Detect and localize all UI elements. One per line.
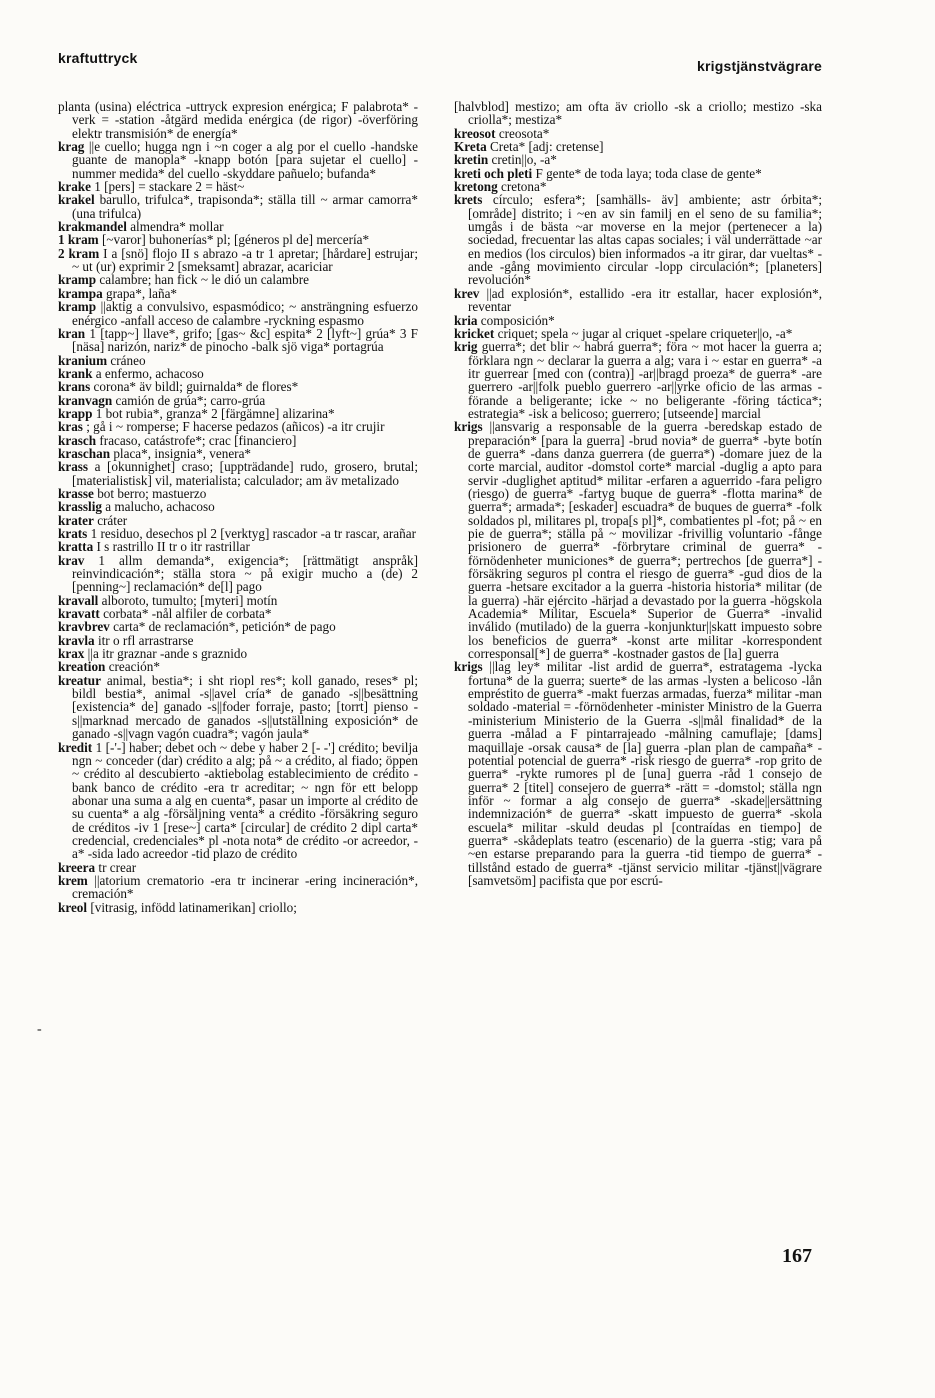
entry-headword: kretong: [454, 179, 498, 195]
entry-headword: krakmandel: [58, 219, 127, 235]
dictionary-entry: [58, 287, 418, 300]
entry-headword: kreation: [58, 659, 106, 675]
dictionary-entry: [58, 660, 418, 673]
entry-definition: creosota*: [498, 125, 550, 141]
dictionary-entry: [58, 460, 418, 487]
entry-definition: ||aktig a convulsivo, espasmódico; ~ ansträngning esfuerzo enérgico -anfall acceso de calambre -ryckning espasmo: [72, 299, 418, 328]
dictionary-entry: [454, 420, 822, 660]
entry-definition: fracaso, catástrofe*; crac [financiero]: [99, 432, 297, 448]
entry-definition: [halvblod] mestizo; am ofta äv criollo -sk a criollo; mestizo -ska criolla*; mestiza*: [454, 99, 822, 128]
entry-headword: kreera: [58, 859, 96, 875]
entry-definition: composición*: [480, 312, 555, 328]
dictionary-entry: [58, 394, 418, 407]
entry-definition: círculo; esfera*; [samhälls- äv] ambiente; astr órbita*; [område] distrito; i ~en av sin familj en el seno de su familia*; umgås i de bästa ~ar moverse en la mejor (pertenecer a la) sociedad, frecuentar las altas capas sociales; i väl underrättade ~ar en medios (los circulos) bien informados -a itr girar, dar vueltas* -ande -gång movimiento circular -lopp circulación*; [planeters] revolución*: [468, 192, 822, 288]
dictionary-entry: [454, 100, 822, 127]
entry-definition: F gente* de toda laya; toda clase de gente*: [535, 165, 762, 181]
dictionary-entry: [58, 327, 418, 354]
dictionary-entry: [58, 300, 418, 327]
entry-headword: kramp: [58, 272, 97, 288]
entry-definition: grapa*, laña*: [106, 285, 178, 301]
dictionary-entry: [58, 100, 418, 140]
entry-definition: a malucho, achacoso: [105, 499, 215, 515]
entry-headword: kravall: [58, 592, 99, 608]
dictionary-entry: [58, 674, 418, 741]
dictionary-column-left: [58, 100, 418, 914]
entry-definition: corbata* -nål alfiler de corbata*: [103, 606, 272, 622]
entry-headword: kricket: [454, 325, 495, 341]
entry-definition: ||lag ley* militar -list ardid de guerra*, estratagema -lycka fortuna* de la guerra; suerte* de las armas -lysten a belicoso -lån empréstito de guerra* -makt fuerzas armadas, fuerza* militar -man soldado -material = -förnödenheter -minister Ministro de la Guerra -ministerium Ministerio de la Guerra -s||mål finalidad* de la guerra -målad a F pintarrajeado -målning camuflaje; [dams] maquillaje -orsak causa* de [la] guerra -plan plan de campaña* -potential potencial de guerra* -risk riesgo de guerra* -rop grito de guerra* -rykte rumores pl de [una] guerra -råd 1 consejo de guerra* 2 [titel] consejero de guerra* -rätt = -domstol; ställa ngn inför ~ formar a alg consejo de guerra* -skade||ersättning indemnización* de guerra* -skatt impuesto de guerra* -skola escuela* militar -skuld deudas pl [contraídas en tiempo] de guerra* -skådeplats teatro (escenario) de la guerra -stig; vara på ~en estarse preparando para la guerra -tid tiempo de guerra* -tillstånd estado de guerra* -tjänst servicio militar -tjänst||vägrare [samvetsöm] pacifista que por escrú-: [468, 659, 822, 888]
entry-headword: kraschan: [58, 445, 111, 461]
entry-headword: kranium: [58, 352, 108, 368]
dictionary-entry: [58, 273, 418, 286]
dictionary-entry: [58, 594, 418, 607]
entry-definition: calambre; han fick ~ le dió un calambre: [99, 272, 310, 288]
dictionary-entry: [58, 247, 418, 274]
entry-definition: animal, bestia*; i sht riopl res*; koll ganado, reses* pl; bildl bestia*, animal -s||avel cría* de ganado -s||besättning [existencia* de] ganado -s||foder forraje, pasto; [torrt] pienso -s||marknad mercado de ganados -s||utställning exposición* de ganado -s||vagn vagón cuadra*; vagón jaula*: [72, 672, 418, 742]
entry-headword: krasch: [58, 432, 97, 448]
dictionary-entry: [58, 233, 418, 246]
entry-definition: cretona*: [501, 179, 547, 195]
dictionary-entry: [58, 180, 418, 193]
entry-definition: a enfermo, achacoso: [95, 365, 204, 381]
dictionary-entry: [454, 127, 822, 140]
entry-definition: 1 residuo, desechos pl 2 [verktyg] rascador -a tr rascar, arañar: [90, 526, 416, 541]
entry-definition: corona* äv bildl; guirnalda* de flores*: [93, 379, 299, 395]
entry-definition: itr o rfl arrastrarse: [97, 632, 194, 648]
dictionary-entry: [454, 340, 822, 420]
entry-definition: placa*, insignia*, venera*: [113, 445, 252, 461]
dictionary-entry: [58, 741, 418, 861]
dictionary-entry: [58, 500, 418, 513]
entry-definition: ||ansvarig a responsable de la guerra -beredskap estado de preparación* [para la guerra] -brud novia* de guerra* -byte botín de guerra* -dans danza guerrera (de guerra*) -domare juez de la corte marcial, auditor -domstol corte* marcial -duglig a apto para servir -duglighet aptitud* militar -erfaren a aguerrido -fara peligro (riesgo) de guerra* -fartyg buque de guerra* -flotta marina* de guerra*; armada*; [eskader] escuadra* de buques de guerra* -folk soldados pl, militares pl, tropa[s pl]*, combatientes pl -fot; på ~ en pie de guerra*; ställa på ~ movilizar -frivillig voluntario -fånge prisionero de guerra* -förbrytare criminal de guerra* -förnödenheter municiones* de guerra*; pertrechos [de guerra*] -försäkring seguros pl contra el riesgo de guerra* -gud dios de la guerra -hetsare excitador a la guerra -historia historia* militar (de la guerra) -här ejército -härjad a devastado por la guerra -högskola Academia* Militar, Escuela* Superior de Guerra* -invalid inválido (mutilado) de la guerra -konjunktur||skatt impuesto sobre los beneficios de guerra* -konst arte militar -korrespondent corresponsal[*] de guerra* -kostnader gastos de [la] guerra: [468, 419, 822, 662]
entry-definition: 1 [pers] = stackare 2 = häst~: [94, 179, 245, 195]
dictionary-entry: [454, 314, 822, 327]
entry-definition: almendra* mollar: [130, 219, 224, 235]
entry-headword: krem: [58, 872, 88, 888]
dictionary-entry: [58, 420, 418, 433]
dictionary-entry: [58, 354, 418, 367]
entry-definition: alboroto, tumulto; [myteri] motín: [101, 592, 278, 608]
margin-mark: -: [37, 1022, 42, 1037]
dictionary-entry: [58, 634, 418, 647]
entry-headword: kramp: [58, 299, 97, 315]
entry-headword: krasse: [58, 485, 94, 501]
dictionary-entry: [454, 180, 822, 193]
entry-headword: krag: [58, 139, 85, 155]
entry-definition: cráneo: [110, 352, 146, 368]
entry-headword: krig: [454, 339, 478, 355]
dictionary-entry: [454, 153, 822, 166]
dictionary-entry: [58, 380, 418, 393]
entry-headword: krater: [58, 512, 94, 528]
dictionary-entry: [58, 620, 418, 633]
entry-headword: krasslig: [58, 499, 102, 515]
entry-definition: ; gå i ~ romperse; F hacerse pedazos (añicos) -a itr crujir: [86, 419, 385, 435]
entry-definition: 1 bot rubia*, granza* 2 [färgämne] alizarina*: [95, 405, 335, 421]
dictionary-entry: [58, 527, 418, 540]
entry-definition: criquet; spela ~ jugar al criquet -spelare criqueter||o, -a*: [497, 325, 793, 341]
entry-headword: kravbrev: [58, 619, 110, 635]
entry-headword: krank: [58, 365, 93, 381]
dictionary-entry: [454, 287, 822, 314]
entry-headword: krax: [58, 646, 85, 662]
dictionary-entry: [58, 514, 418, 527]
entry-definition: creación*: [108, 659, 160, 675]
entry-definition: [vitrasig, infödd latinamerikan] criollo;: [90, 899, 297, 915]
entry-definition: barullo, trifulca*, trapisonda*; ställa till ~ armar camorra* (una trifulca): [72, 192, 419, 221]
entry-headword: kria: [454, 312, 478, 328]
dictionary-entry: [58, 193, 418, 220]
entry-headword: kreosot: [454, 125, 496, 141]
dictionary-entry: [454, 193, 822, 286]
entry-headword: 2 kram: [58, 245, 100, 261]
entry-headword: kras: [58, 419, 83, 435]
entry-headword: krigs: [454, 419, 483, 435]
entry-definition: I a [snö] flojo II s abrazo -a tr 1 apretar; [hårdare] estrujar; ~ ut (ur) exprimir 2 [smeksamt] abrazar, acariciar: [72, 245, 418, 275]
dictionary-entry: [58, 647, 418, 660]
entry-headword: kravla: [58, 632, 95, 648]
dictionary-entry: [454, 327, 822, 340]
entry-definition: 1 [-'-] haber; debet och ~ debe y haber 2 [- -'] crédito; bevilja ngn ~ conceder (dar) crédito a alg; på ~ a crédito, al fiado; öppen ~ crédito al descubierto -aktiebolag establecimiento de crédito -bank banco de crédito -era tr acreditar; ~ ngn för ett belopp abonar una suma a alg en cuenta*, pasar un importe al crédito de su cuenta* a alg -försäljning venta* a crédito -försäkring seguro de créditos -iv 1 [rese~] carta* [circular] de crédito 2 dipl carta* credencial, credenciales* pl -nota nota* de crédito -or acreedor, -a* -sida lado acreedor -tid plazo de crédito: [72, 739, 418, 862]
entry-definition: 1 [tapp~] llave*, grifo; [gas~ &c] espita* 2 [lyft~] grúa* 3 F [näsa] narizón, nariz* de pinocho -balk sjö viga* portagrúa: [72, 325, 418, 355]
entry-headword: kredit: [58, 739, 93, 755]
entry-headword: Kreta: [454, 139, 487, 155]
dictionary-entry: [58, 901, 418, 914]
entry-definition: ||e cuello; hugga ngn i ~n coger a alg por el cuello -handske guante de manopla* -knapp botón [para sujetar el cuello] -nummer medida* del cuello -skyddare pañuelo; bufanda*: [72, 139, 419, 181]
entry-headword: 1 kram: [58, 232, 99, 248]
dictionary-entry: [58, 487, 418, 500]
entry-headword: krapp: [58, 405, 93, 421]
entry-headword: krakel: [58, 192, 95, 208]
entry-headword: kranvagn: [58, 392, 113, 408]
running-header-left: kraftuttryck: [58, 50, 138, 66]
entry-definition: cretin||o, -a*: [491, 152, 557, 168]
entry-definition: carta* de reclamación*, petición* de pago: [113, 619, 336, 635]
entry-definition: bot berro; mastuerzo: [97, 485, 207, 501]
entry-headword: kreatur: [58, 672, 101, 688]
entry-headword: kreti och pleti: [454, 165, 533, 181]
dictionary-column-right: [454, 100, 822, 887]
dictionary-entry: [58, 447, 418, 460]
entry-definition: camión de grúa*; carro-grúa: [115, 392, 266, 408]
page-number: 167: [782, 1245, 812, 1267]
entry-headword: krev: [454, 285, 480, 301]
dictionary-entry: [454, 140, 822, 153]
dictionary-entry: [58, 540, 418, 553]
entry-headword: kreol: [58, 899, 88, 915]
entry-headword: krigs: [454, 659, 483, 675]
dictionary-entry: [58, 140, 418, 180]
entry-headword: krass: [58, 459, 89, 475]
entry-definition: Creta* [adj: cretense]: [490, 139, 604, 155]
entry-definition: ||atorium crematorio -era tr incinerar -ering incineración*, cremación*: [72, 872, 418, 902]
entry-definition: planta (usina) eléctrica -uttryck expresion enérgica; F palabrota* -verk = -station -åtgärd medida enérgica (de rigor) -överföring elektr transmisión* de energía*: [58, 99, 418, 141]
dictionary-entry: [58, 874, 418, 901]
dictionary-entry: [58, 220, 418, 233]
entry-headword: krats: [58, 526, 88, 541]
entry-headword: krets: [454, 192, 483, 208]
entry-headword: krav: [58, 552, 85, 568]
entry-definition: cráter: [97, 512, 128, 528]
dictionary-entry: [58, 434, 418, 447]
dictionary-entry: [58, 367, 418, 380]
dictionary-entry: [58, 861, 418, 874]
dictionary-entry: [58, 407, 418, 420]
entry-definition: [~varor] buhonerías* pl; [géneros pl de] mercería*: [101, 232, 370, 248]
entry-definition: I s rastrillo II tr o itr rastrillar: [96, 539, 250, 555]
entry-headword: kretin: [454, 152, 489, 168]
dictionary-entry: [454, 167, 822, 180]
entry-headword: kravatt: [58, 606, 100, 622]
entry-headword: krampa: [58, 285, 103, 301]
dictionary-entry: [58, 554, 418, 594]
dictionary-entry: [454, 660, 822, 887]
entry-headword: kran: [58, 325, 86, 341]
entry-headword: krake: [58, 179, 91, 195]
entry-headword: krans: [58, 379, 91, 395]
entry-definition: ||ad explosión*, estallido -era itr estallar, hacer explosión*, reventar: [468, 285, 822, 315]
entry-definition: guerra*; det blir ~ habrá guerra*; föra ~ mot hacer la guerra a; förklara ngn ~ declarar la guerra a alg; vara i ~ estar en guerra* -a itr guerrear [med con (contra)] -ar||bragd proeza* de guerra* -are guerrero -ar||folk pueblo guerrero -ar||yrke oficio de las armas -förande a beligerante; icke ~ no beligerante -föring táctica*; estrategia* -isk a belicoso; guerrero; [utseende] marcial: [468, 339, 823, 421]
dictionary-entry: [58, 607, 418, 620]
running-header-right: krigstjänstvägrare: [697, 58, 822, 74]
entry-definition: a [okunnighet] craso; [uppträdande] rudo, grosero, brutal; [materialistisk] vil, materialista; calculador; am äv metalizado: [72, 459, 418, 488]
entry-definition: ||a itr graznar -ande s graznido: [87, 646, 248, 662]
entry-headword: kratta: [58, 539, 94, 555]
entry-definition: 1 allm demanda*, exigencia*; [rättmätigt anspråk] reinvindicación*; ställa stora ~ på exigir mucho a (de) 2 [penning~] reclamación* de[l] pago: [72, 552, 418, 595]
entry-definition: tr crear: [98, 859, 137, 875]
